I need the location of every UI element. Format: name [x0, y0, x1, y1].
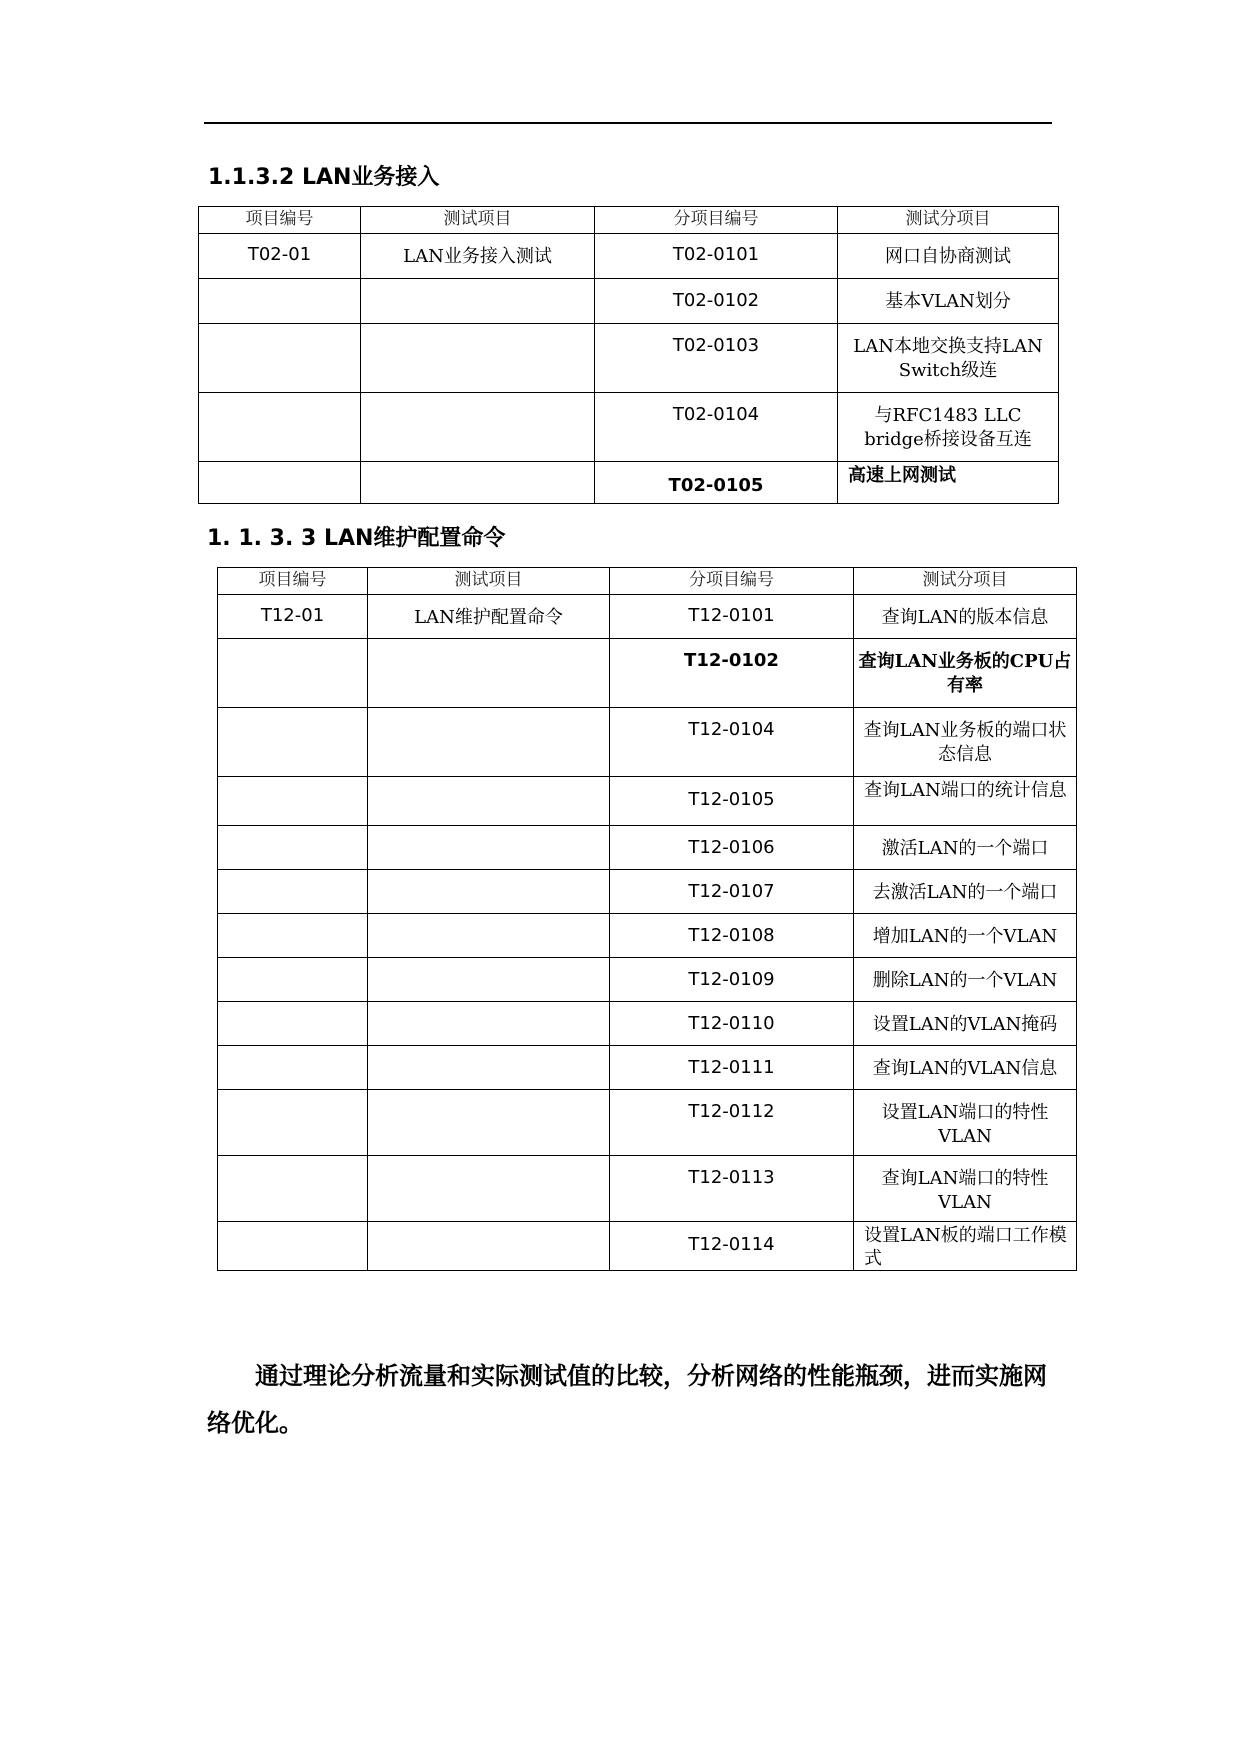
item-id-cell — [218, 1090, 368, 1156]
test-item-cell — [368, 1090, 610, 1156]
column-header: 测试分项目 — [854, 568, 1077, 595]
table-row — [218, 777, 1077, 826]
column-header: 项目编号 — [218, 568, 368, 595]
test-item-cell — [361, 324, 595, 393]
lan-maintenance-command-table — [217, 567, 1077, 1271]
subitem-id-cell: T12-0114 — [610, 1222, 854, 1271]
subitem-id-cell: T12-0102 — [610, 639, 854, 708]
table-row — [218, 708, 1077, 777]
table-row — [218, 914, 1077, 958]
table-row — [199, 393, 1059, 462]
body-paragraph: 通过理论分析流量和实际测试值的比较，分析网络的性能瓶颈，进而实施网络优化。 — [207, 1361, 1047, 1437]
subitem-name-cell: 查询LAN端口的统计信息 — [854, 777, 1077, 826]
subitem-name-cell: LAN本地交换支持LAN Switch级连 — [838, 324, 1059, 393]
test-item-cell — [368, 914, 610, 958]
subitem-id-cell: T12-0104 — [610, 708, 854, 777]
subitem-name-cell: 网口自协商测试 — [838, 234, 1059, 279]
subitem-id-cell: T12-0105 — [610, 777, 854, 826]
table-row — [199, 234, 1059, 279]
item-id-cell — [218, 826, 368, 870]
subitem-name-cell: 与RFC1483 LLC bridge桥接设备互连 — [838, 393, 1059, 462]
test-item-cell — [368, 777, 610, 826]
test-item-cell — [361, 462, 595, 504]
test-item-cell — [368, 870, 610, 914]
item-id-cell: T02-01 — [199, 234, 361, 279]
test-item-cell: LAN业务接入测试 — [361, 234, 595, 279]
subitem-id-cell: T02-0104 — [595, 393, 838, 462]
table-row — [218, 870, 1077, 914]
test-item-cell — [368, 826, 610, 870]
table-row — [218, 639, 1077, 708]
subitem-name-cell: 查询LAN的版本信息 — [854, 595, 1077, 639]
lan-access-test-table — [198, 206, 1059, 504]
table-header-row — [218, 568, 1077, 595]
test-item-cell: LAN维护配置命令 — [368, 595, 610, 639]
item-id-cell — [218, 708, 368, 777]
subitem-name-cell: 激活LAN的一个端口 — [854, 826, 1077, 870]
subitem-name-cell: 去激活LAN的一个端口 — [854, 870, 1077, 914]
test-item-cell — [361, 279, 595, 324]
item-id-cell — [218, 870, 368, 914]
column-header: 分项目编号 — [610, 568, 854, 595]
item-id-cell — [218, 777, 368, 826]
subitem-name-cell: 删除LAN的一个VLAN — [854, 958, 1077, 1002]
test-item-cell — [368, 708, 610, 777]
subitem-id-cell: T12-0112 — [610, 1090, 854, 1156]
column-header: 分项目编号 — [595, 207, 838, 234]
table-row — [199, 279, 1059, 324]
table-row — [218, 1090, 1077, 1156]
item-id-cell — [218, 1002, 368, 1046]
subitem-id-cell: T12-0101 — [610, 595, 854, 639]
table-row — [218, 826, 1077, 870]
table-row — [218, 1046, 1077, 1090]
column-header: 测试分项目 — [838, 207, 1059, 234]
table-row — [218, 1002, 1077, 1046]
subitem-id-cell: T12-0108 — [610, 914, 854, 958]
subitem-id-cell: T12-0110 — [610, 1002, 854, 1046]
subitem-id-cell: T12-0111 — [610, 1046, 854, 1090]
subitem-id-cell: T12-0107 — [610, 870, 854, 914]
subitem-name-cell: 增加LAN的一个VLAN — [854, 914, 1077, 958]
subitem-id-cell: T02-0101 — [595, 234, 838, 279]
subitem-name-cell: 查询LAN业务板的CPU占有率 — [854, 639, 1077, 708]
test-item-cell — [368, 1156, 610, 1222]
table-row — [199, 324, 1059, 393]
test-item-cell — [368, 639, 610, 708]
subitem-name-cell: 查询LAN业务板的端口状态信息 — [854, 708, 1077, 777]
test-item-cell — [368, 1002, 610, 1046]
test-item-cell — [368, 1222, 610, 1271]
item-id-cell — [199, 393, 361, 462]
subitem-name-cell: 查询LAN的VLAN信息 — [854, 1046, 1077, 1090]
test-item-cell — [368, 1046, 610, 1090]
subitem-id-cell: T12-0113 — [610, 1156, 854, 1222]
test-item-cell — [361, 393, 595, 462]
item-id-cell — [199, 462, 361, 504]
header-rule — [204, 122, 1052, 124]
table-row — [218, 958, 1077, 1002]
column-header: 项目编号 — [199, 207, 361, 234]
subitem-id-cell: T02-0102 — [595, 279, 838, 324]
subitem-name-cell: 设置LAN板的端口工作模式 — [854, 1222, 1077, 1271]
item-id-cell — [199, 279, 361, 324]
item-id-cell — [218, 1156, 368, 1222]
subitem-name-cell: 查询LAN端口的特性VLAN — [854, 1156, 1077, 1222]
item-id-cell — [218, 639, 368, 708]
subitem-id-cell: T12-0109 — [610, 958, 854, 1002]
item-id-cell: T12-01 — [218, 595, 368, 639]
table-row — [218, 1222, 1077, 1271]
item-id-cell — [218, 1046, 368, 1090]
item-id-cell — [199, 324, 361, 393]
column-header: 测试项目 — [361, 207, 595, 234]
item-id-cell — [218, 914, 368, 958]
table-header-row — [199, 207, 1059, 234]
subitem-id-cell: T02-0105 — [595, 462, 838, 504]
subitem-name-cell: 设置LAN的VLAN掩码 — [854, 1002, 1077, 1046]
table-row — [218, 595, 1077, 639]
subitem-name-cell: 设置LAN端口的特性VLAN — [854, 1090, 1077, 1156]
section-heading-lan-access: 1.1.3.2 LAN业务接入 — [208, 165, 440, 190]
item-id-cell — [218, 1222, 368, 1271]
subitem-id-cell: T12-0106 — [610, 826, 854, 870]
item-id-cell — [218, 958, 368, 1002]
test-item-cell — [368, 958, 610, 1002]
subitem-id-cell: T02-0103 — [595, 324, 838, 393]
table-row — [199, 462, 1059, 504]
section-heading-lan-maintenance: 1. 1. 3. 3 LAN维护配置命令 — [207, 526, 506, 551]
subitem-name-cell: 基本VLAN划分 — [838, 279, 1059, 324]
column-header: 测试项目 — [368, 568, 610, 595]
subitem-name-cell: 高速上网测试 — [838, 462, 1059, 504]
table-row — [218, 1156, 1077, 1222]
